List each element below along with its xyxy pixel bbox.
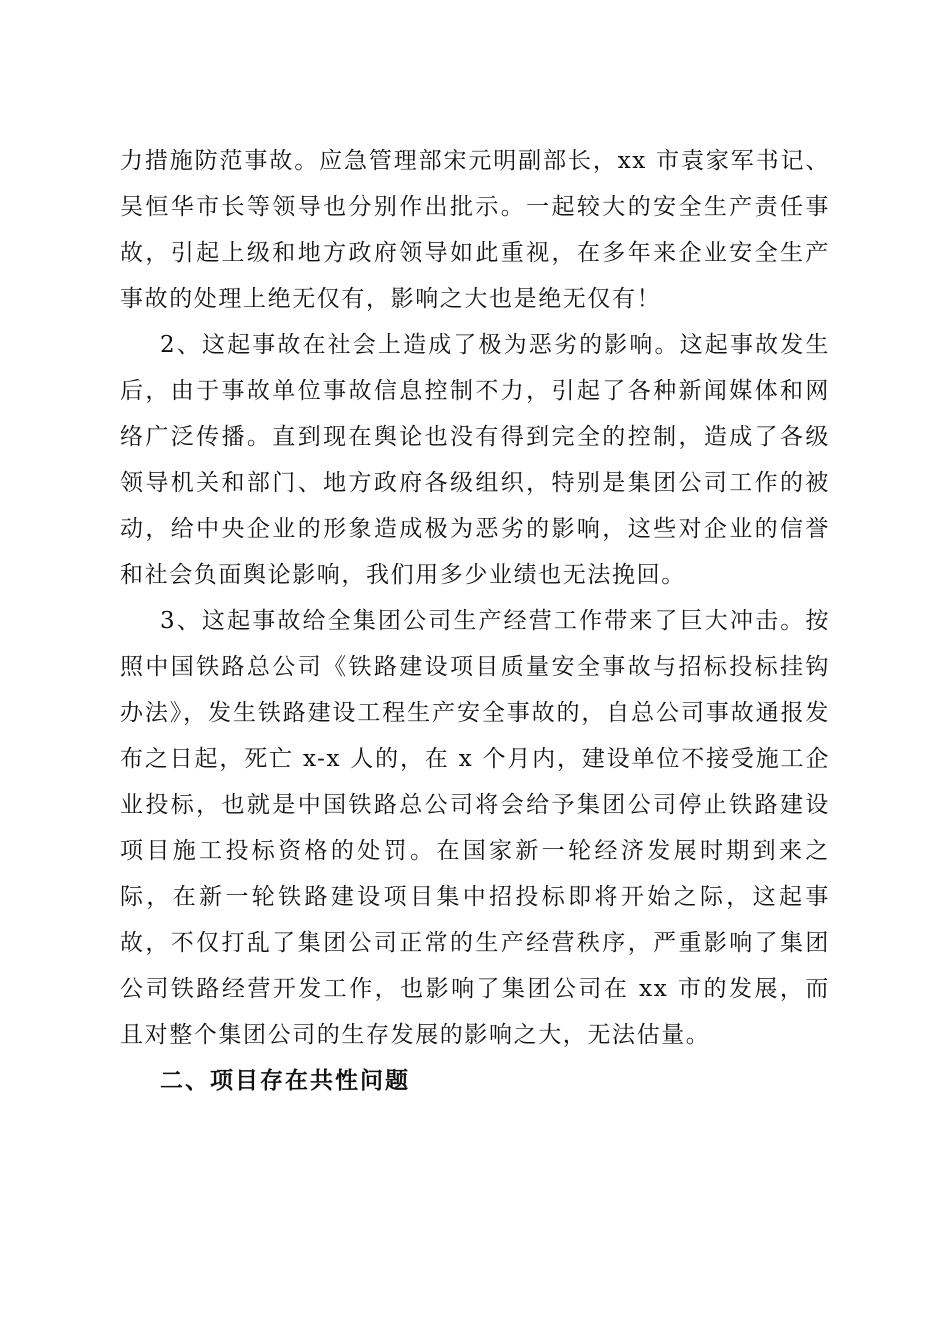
section-heading: 二、项目存在共性问题 — [160, 1068, 410, 1094]
paragraph-continuation: 力措施防范事故。应急管理部宋元明副部长，xx 市袁家军书记、吴恒华市长等领导也分别作出批示。一起较大的安全生产责任事故，引起上级和地方政府领导如此重视，在多年来企业安全生产事故的处理上绝无仅有，影响之大也是绝无仅有！ — [120, 148, 830, 312]
paragraph-item-2: 2、这起事故在社会上造成了极为恶劣的影响。这起事故发生后，由于事故单位事故信息控制不力，引起了各种新闻媒体和网络广泛传播。直到现在舆论也没有得到完全的控制，造成了各级领导机关和部门、地方政府各级组织，特别是集团公司工作的被动，给中央企业的形象造成极为恶劣的影响，这些对企业的信誉和社会负面舆论影响，我们用多少业绩也无法挽回。 — [120, 332, 830, 588]
paragraph-item-3: 3、这起事故给全集团公司生产经营工作带来了巨大冲击。按照中国铁路总公司《铁路建设项目质量安全事故与招标投标挂钩办法》，发生铁路建设工程生产安全事故的，自总公司事故通报发布之日起，死亡 x-x 人的，在 x 个月内，建设单位不接受施工企业投标，也就是中国铁路总公司将会给予集团公司停止铁路建设项目施工投标资格的处罚。在国家新一轮经济发展时期到来之际，在新一轮铁路建设项目集中招投标即将开始之际，这起事故，不仅打乱了集团公司正常的生产经营秩序，严重影响了集团公司铁路经营开发工作，也影响了集团公司在 xx 市的发展，而且对整个集团公司的生存发展的影响之大，无法估量。 — [120, 608, 830, 1048]
document-body — [120, 138, 830, 1104]
